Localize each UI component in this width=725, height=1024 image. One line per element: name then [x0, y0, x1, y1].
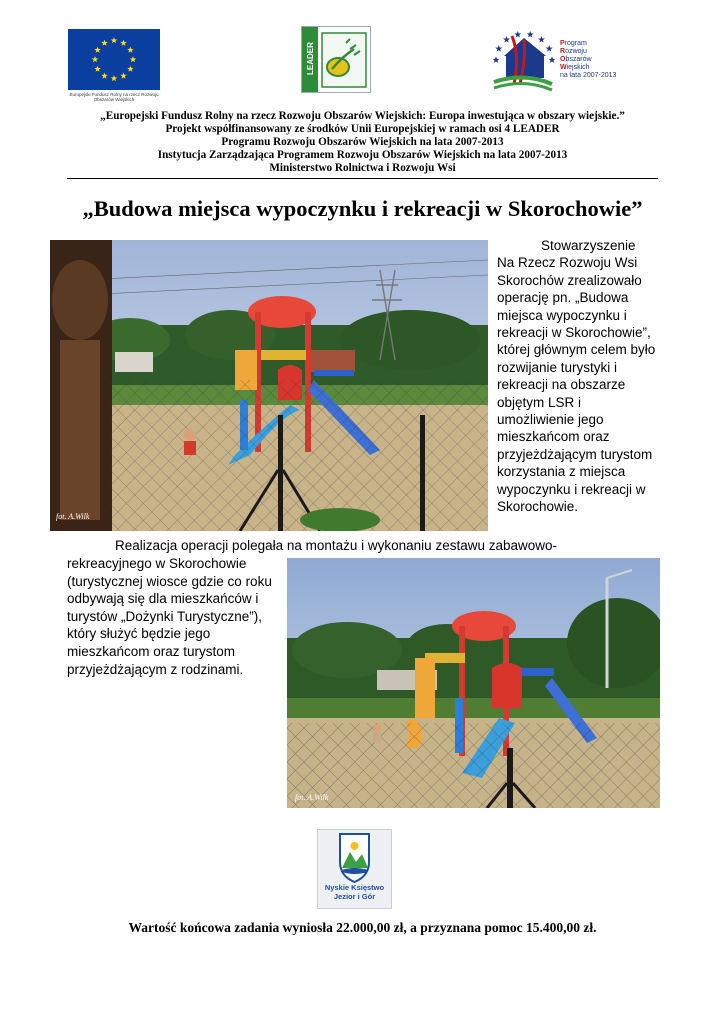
- funding-summary: Wartość końcowa zadania wyniosła 22.000,00 zł, a przyznana pomoc 15.400,00 zł.: [128, 920, 597, 935]
- prow-star: [493, 56, 500, 63]
- header-text: [0, 110, 725, 175]
- intro-first-line: Stowarzyszenie: [541, 238, 636, 253]
- header-line-4: Instytucja Zarządzająca Programem Rozwoju Obszarów Wiejskich na lata 2007-2013: [157, 149, 568, 161]
- eu-logo: [68, 29, 160, 109]
- eu-flag: [68, 29, 160, 90]
- nyskie-line-2: Jezior i Gór: [333, 891, 376, 901]
- prow-years: na lata 2007-2013: [560, 72, 617, 79]
- prow-rest-3: bszarów: [565, 56, 592, 63]
- prow-emblem-icon: [490, 26, 558, 96]
- prow-cap-4: W: [560, 64, 567, 71]
- prow-cap-1: P: [560, 40, 565, 47]
- prow-rest-2: ozwoju: [565, 48, 587, 55]
- header-divider: [67, 178, 658, 179]
- nyskie-line-1: Nyskie Księstwo: [324, 883, 385, 892]
- continuation-line: Realizacja operacji polegała na montażu i wykonaniu zestawu zabawowo-: [115, 538, 557, 553]
- description-paragraph: rekreacyjnego w Skorochowie (turystycznej wiosce gdzie co roku odbywają się dla mieszkańców i turystów „Dożynki Turystyczne”), który służyć będzie jego mieszkańcom oraz turystom przyjeżdżającym z rodzinami.: [67, 556, 272, 677]
- nyskie-text: [318, 884, 391, 901]
- playground-photo-1: [50, 240, 488, 531]
- eu-caption: Europejski Fundusz Rolny na rzecz Rozwoju Obszarów Wiejskich: [69, 92, 159, 102]
- photo-credit-2: fot. A.Wilk: [295, 793, 329, 802]
- intro-paragraph: [497, 237, 657, 516]
- prow-star: [549, 56, 556, 63]
- header-line-3: Programu Rozwoju Obszarów Wiejskich na lata 2007-2013: [221, 136, 504, 148]
- prow-rest-1: rogram: [564, 40, 587, 47]
- playground-photo-2: [287, 558, 660, 808]
- prow-star: [514, 31, 521, 38]
- header-line-1: „Europejski Fundusz Rolny na rzecz Rozwoju Obszarów Wiejskich: Europa inwestująca w obszary wiejskie.”: [100, 110, 625, 122]
- prow-text: [560, 40, 616, 80]
- prow-logo: [490, 26, 630, 96]
- header-line-5: Ministerstwo Rolnictwa i Rozwoju Wsi: [269, 162, 456, 174]
- leader-emblem-icon: [302, 27, 370, 92]
- nyskie-crest-icon: [318, 830, 391, 884]
- prow-cap-3: O: [560, 56, 566, 63]
- leader-text: LEADER: [306, 42, 315, 75]
- photo-credit-1: fot. A.Wilk: [56, 512, 90, 521]
- prow-star: [546, 45, 553, 52]
- prow-star: [527, 31, 534, 38]
- nyskie-logo: [317, 829, 392, 909]
- prow-rest-4: iejskich: [566, 64, 590, 71]
- prow-star: [495, 45, 502, 52]
- leader-logo: [301, 26, 371, 93]
- eu-stars-icon: [68, 29, 160, 90]
- intro-rest: Na Rzecz Rozwoju Wsi Skorochów zrealizowało operację pn. „Budowa miejsca wypoczynku i rekreacji w Skorochowie”, której głównym celem było rozwijanie turystyki i rekreacji na obszarze objętym LSR i umożliwienie jego mieszkańcom oraz przyjeżdżającym turystom korzystania z miejsca wypoczynku i rekreacji w Skorochowie.: [497, 255, 656, 515]
- header-line-2: Projekt współfinansowany ze środków Unii Europejskiej w ramach osi 4 LEADER: [165, 123, 560, 135]
- prow-cap-2: R: [560, 48, 566, 55]
- prow-star: [538, 36, 545, 43]
- page-title: „Budowa miejsca wypoczynku i rekreacji w Skorochowie”: [82, 196, 643, 221]
- prow-star: [503, 36, 510, 43]
